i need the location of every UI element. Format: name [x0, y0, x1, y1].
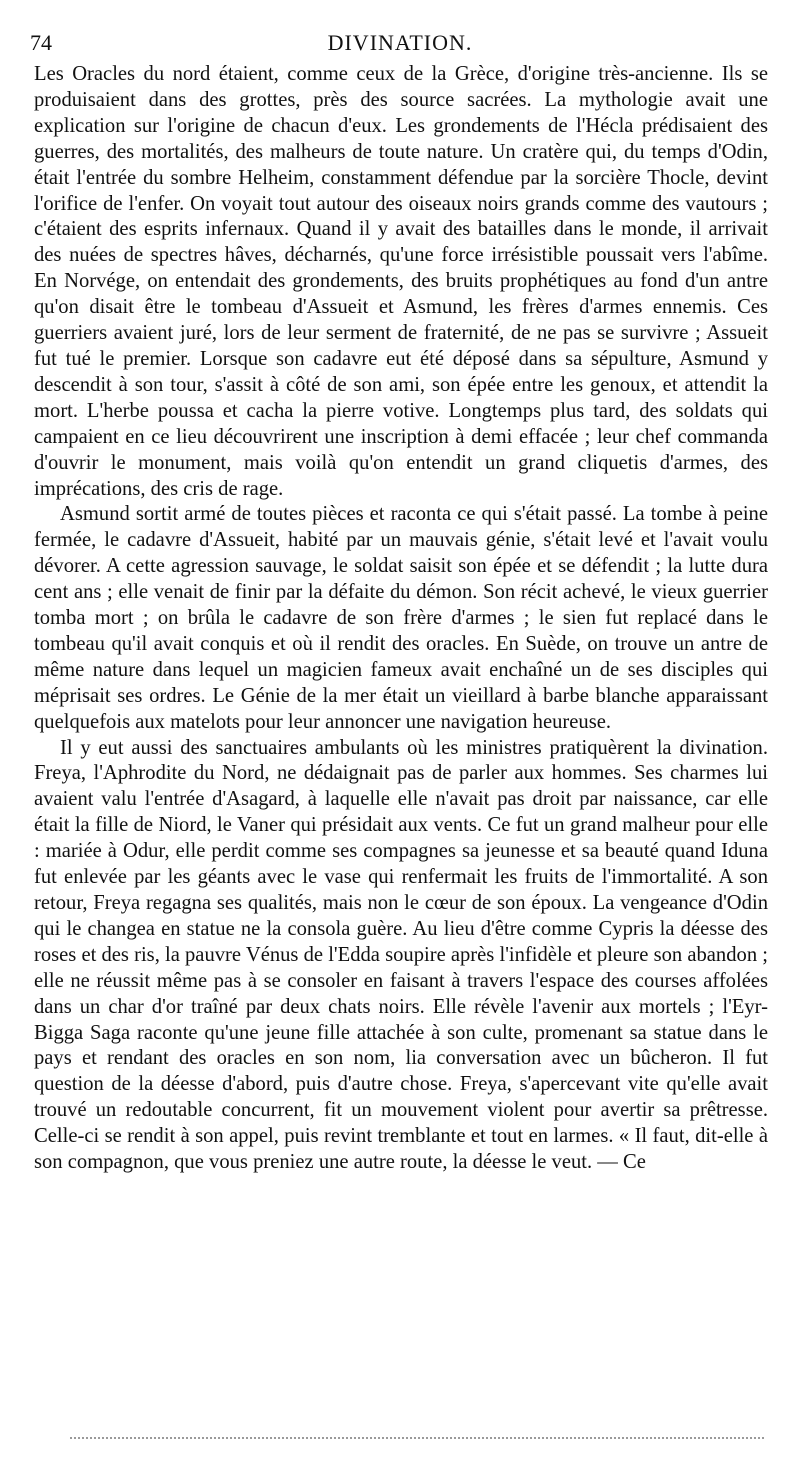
page-number: 74 [30, 30, 52, 55]
bottom-dotted-rule [70, 1437, 764, 1439]
paragraph: Il y eut aussi des sanctuaires ambulants où les ministres pratiquèrent la divination. Freya, l'Aphrodite du Nord, ne dédaignait pas de parler aux hommes. Ses charmes lui avaient valu l'entrée d'Asagard, à laquelle elle n'avait pas droit par naissance, car elle était la fille de Niord, le Vaner qui présidait aux vents. Ce fut un grand malheur pour elle : mariée à Odur, elle perdit comme ses compagnes sa jeunesse et sa beauté quand Iduna fut enlevée par les géants avec le vase qui renfermait les fruits de l'immortalité. A son retour, Freya regagna ses qualités, mais non le cœur de son époux. La vengeance d'Odin qui le changea en statue ne la consola guère. Au lieu d'être comme Cypris la déesse des roses et des ris, la pauvre Vénus de l'Edda soupire après l'infidèle et pleure son abandon ; elle ne réussit même pas à se consoler en faisant à travers l'espace des courses affolées dans un char d'or traîné par deux chats noirs. Elle révèle l'avenir aux mortels ; l'Eyr-Bigga Saga raconte qu'une jeune fille attachée à son culte, promenant sa statue dans le pays et rendant des oracles en son nom, lia conversation avec un bûcheron. Il fut question de la déesse d'abord, puis d'autre chose. Freya, s'apercevant vite qu'elle avait trouvé un redoutable concurrent, fit un mouvement violent pour avertir sa prêtresse. Celle-ci se rendit à son appel, puis revint tremblante et tout en larmes. « Il faut, dit-elle à son compagnon, que vous preniez une autre route, la déesse le veut. — Ce [34, 736, 768, 1174]
running-title: DIVINATION. [327, 30, 473, 55]
page-header [30, 30, 770, 58]
paragraph: Asmund sortit armé de toutes pièces et raconta ce qui s'était passé. La tombe à peine fermée, le cadavre d'Assueit, habité par un mauvais génie, s'était levé et l'avait voulu dévorer. A cette agression sauvage, le soldat saisit son épée et se défendit ; la lutte dura cent ans ; elle venait de finir par la défaite du démon. Son récit achevé, le vieux guerrier tomba mort ; on brûla le cadavre de son frère d'armes ; le sien fut replacé dans le tombeau qu'il avait conquis et où il rendit des oracles. En Suède, on trouve un antre de même nature dans lequel un magicien fameux avait enchaîné un de ses disciples qui méprisait ses ordres. Le Génie de la mer était un vieillard à barbe blanche apparaissant quelquefois aux matelots pour leur annoncer une navigation heureuse. [34, 503, 768, 733]
paragraph: Les Oracles du nord étaient, comme ceux de la Grèce, d'origine très-ancienne. Ils se produisaient dans des grottes, près des source sacrées. La mythologie avait une explication sur l'origine de chacun d'eux. Les grondements de l'Hécla prédisaient des guerres, des mortalités, des malheurs de toute nature. Un cratère qui, du temps d'Odin, était l'entrée du sombre Helheim, constamment défendue par la sorcière Thocle, devint l'orifice de l'enfer. On voyait tout autour des oiseaux noirs grands comme des vautours ; c'étaient des esprits infernaux. Quand il y avait des batailles dans le monde, il arrivait des nuées de spectres hâves, décharnés, qu'une force irrésistible poussait vers l'abîme. En Norvége, on entendait des grondements, des bruits prophétiques au fond d'un antre qu'on disait être le tombeau d'Assueit et Asmund, les frères d'armes ennemis. Ces guerriers avaient juré, lors de leur serment de fraternité, de ne pas se survivre ; Assueit fut tué le premier. Lorsque son cadavre eut été déposé dans sa sépulture, Asmund y descendit à son tour, s'assit à côté de son ami, son épée entre les genoux, et attendit la mort. L'herbe poussa et cacha la pierre votive. Longtemps plus tard, des soldats qui campaient en ce lieu découvrirent une inscription à demi effacée ; leur chef commanda d'ouvrir le monument, mais voilà qu'on entendit un grand cliquetis d'armes, des imprécations, des cris de rage. [34, 63, 768, 500]
body-text [34, 62, 768, 1176]
